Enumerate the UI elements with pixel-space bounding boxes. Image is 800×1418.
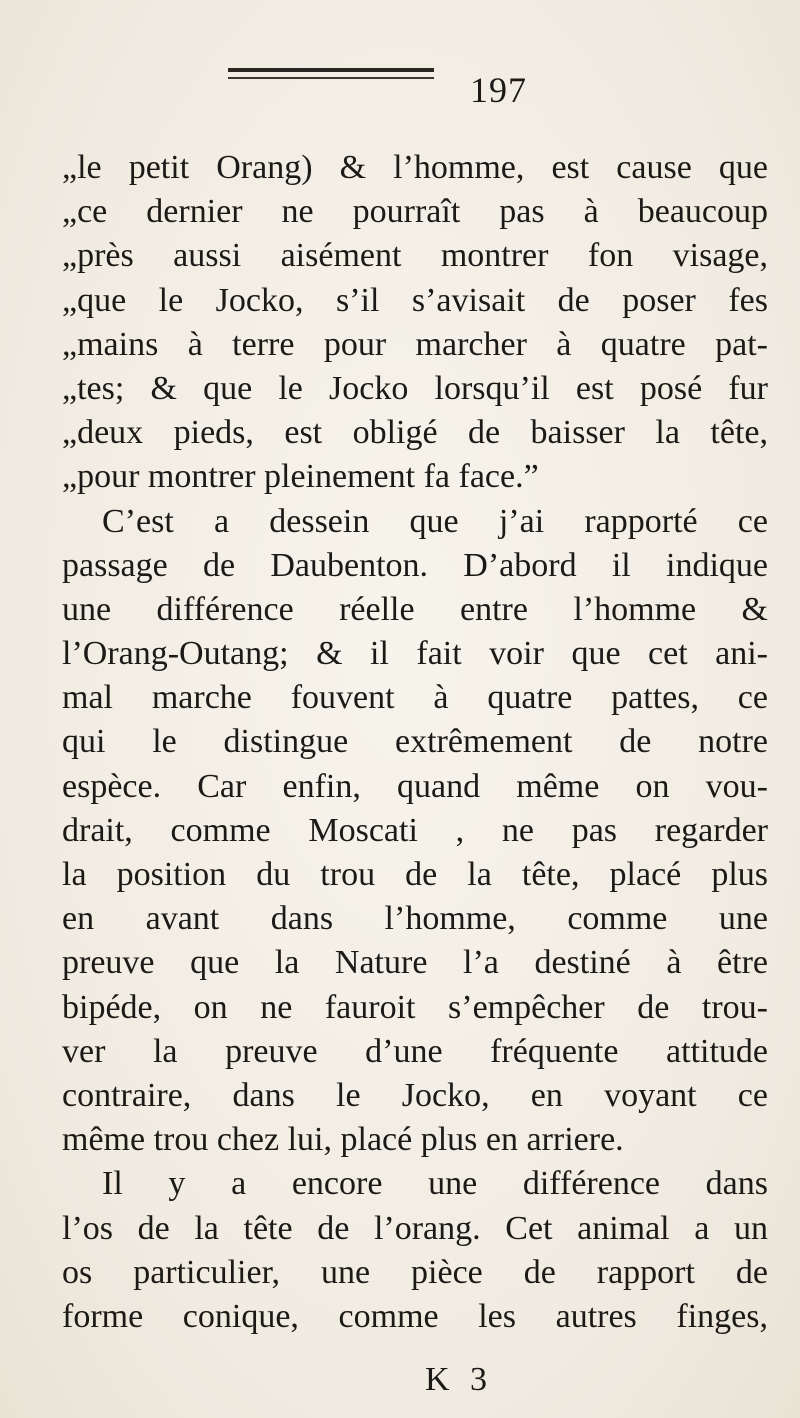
text-line: „mains à terre pour marcher à quatre pat-: [62, 325, 768, 363]
text-line: passage de Daubenton. D’abord il indique: [62, 546, 768, 584]
text-line: drait, comme Moscati , ne pas regarder: [62, 811, 768, 849]
paragraph-start-line: C’est a dessein que j’ai rapporté ce: [102, 502, 768, 540]
text-line: forme conique, comme les autres finges,: [62, 1297, 768, 1335]
page-number: 197: [470, 70, 527, 110]
paragraph-start-line: Il y a encore une différence dans: [102, 1165, 768, 1203]
text-line: espèce. Car enfin, quand même on vou-: [62, 767, 768, 805]
text-line: „tes; & que le Jocko lorsqu’il est posé fur: [62, 369, 768, 407]
text-line: mal marche fouvent à quatre pattes, ce: [62, 679, 768, 717]
text-line: qui le distingue extrêmement de notre: [62, 723, 768, 761]
text-line: „pour montrer pleinement fa face.”: [62, 458, 539, 496]
text-line: l’Orang-Outang; & il fait voir que cet ani-: [62, 635, 768, 673]
header-rule-thin: [228, 77, 434, 79]
text-line: „le petit Orang) & l’homme, est cause que: [62, 149, 768, 186]
signature-mark: K 3: [425, 1361, 494, 1398]
text-line: os particulier, une pièce de rapport de: [62, 1253, 768, 1291]
text-line: une différence réelle entre l’homme &: [62, 590, 768, 628]
text-line: bipéde, on ne fauroit s’empêcher de trou-: [62, 988, 768, 1026]
text-line: preuve que la Nature l’a destiné à être: [62, 944, 768, 982]
text-line: contraire, dans le Jocko, en voyant ce: [62, 1076, 768, 1114]
text-line: „deux pieds, est obligé de baisser la tête,: [62, 414, 768, 452]
body-text: [62, 146, 768, 1339]
text-line: ver la preuve d’une fréquente attitude: [62, 1032, 768, 1070]
text-line: „près aussi aisément montrer fon visage,: [62, 237, 768, 275]
text-line: „ce dernier ne pourraît pas à beaucoup: [62, 193, 768, 231]
text-line: l’os de la tête de l’orang. Cet animal a un: [62, 1209, 768, 1247]
text-line: en avant dans l’homme, comme une: [62, 900, 768, 938]
header-rule-thick: [228, 68, 434, 72]
text-line: la position du trou de la tête, placé plus: [62, 856, 768, 893]
text-line: „que le Jocko, s’il s’avisait de poser fes: [62, 281, 768, 319]
text-line: même trou chez lui, placé plus en arriere.: [62, 1121, 624, 1159]
